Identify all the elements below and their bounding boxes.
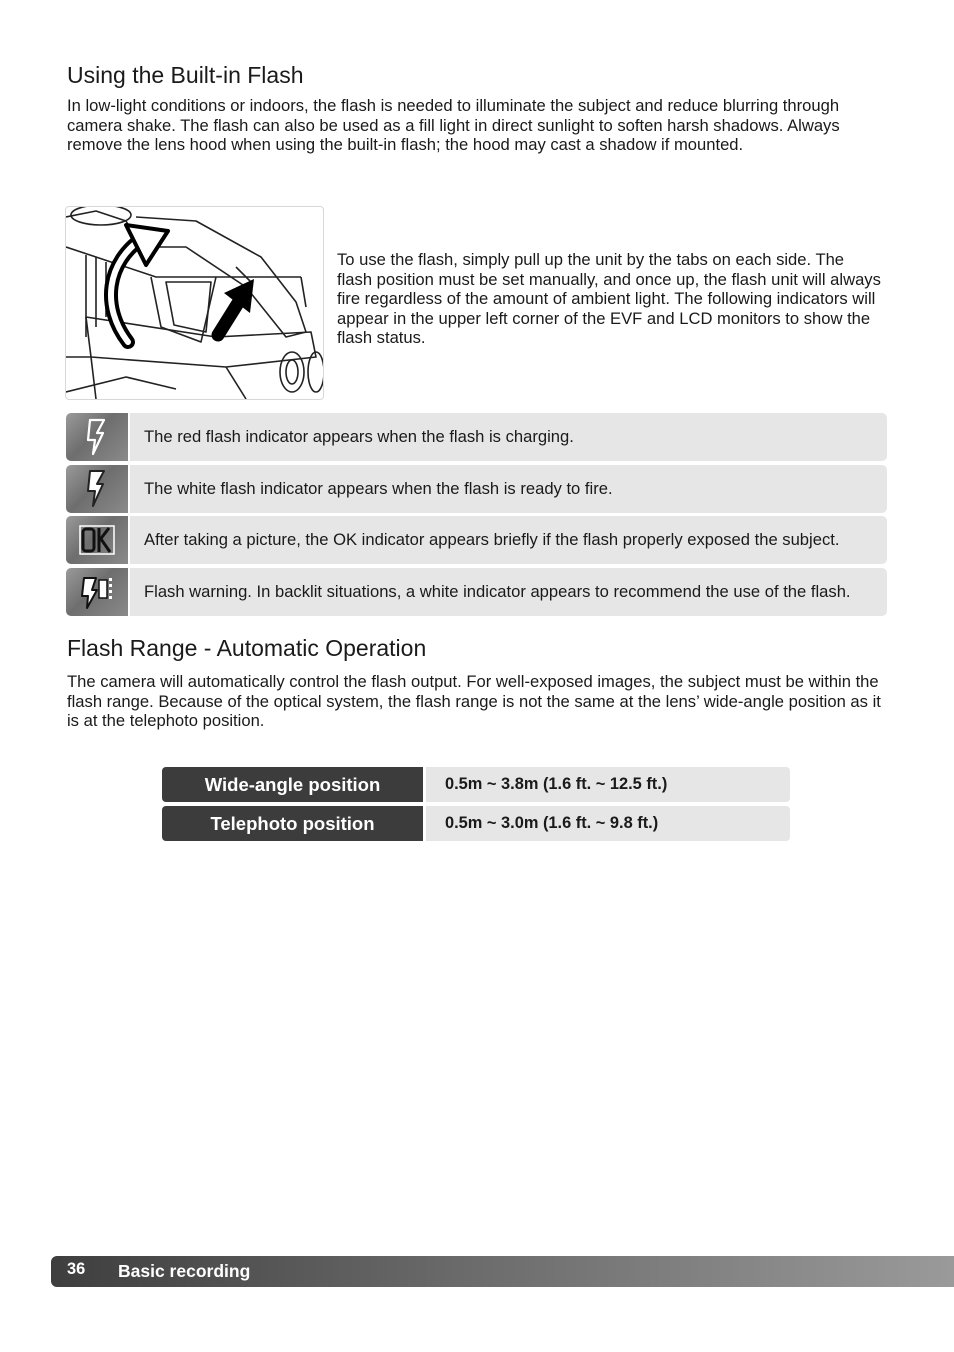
page-footer bbox=[51, 1256, 954, 1287]
flash-illustration bbox=[65, 206, 324, 400]
indicator-row-ok bbox=[66, 516, 887, 564]
indicator-row-red-flash bbox=[66, 413, 887, 461]
range-label-tele: Telephoto position bbox=[162, 806, 423, 841]
ok-icon bbox=[66, 516, 128, 564]
built-in-flash-intro: In low-light conditions or indoors, the flash is needed to illuminate the subject and reduce blurring through camera shake. The flash can also be used as a fill light in direct sunlight to soften harsh shadows. Always remove the lens hood when using the built-in flash; the hood may cast a shadow if mounted. bbox=[67, 96, 840, 155]
indicator-row-white-flash bbox=[66, 465, 887, 513]
indicator-text: Flash warning. In backlit situations, a white indicator appears to recommend the use of the flash. bbox=[130, 568, 887, 616]
range-value-tele: 0.5m ~ 3.0m (1.6 ft. ~ 9.8 ft.) bbox=[426, 806, 790, 841]
section-title-flash-range: Flash Range - Automatic Operation bbox=[67, 635, 427, 661]
footer-section-name: Basic recording bbox=[118, 1261, 251, 1281]
page-number: 36 bbox=[67, 1260, 86, 1278]
range-value-wide: 0.5m ~ 3.8m (1.6 ft. ~ 12.5 ft.) bbox=[426, 767, 790, 802]
indicator-text: The white flash indicator appears when the flash is ready to fire. bbox=[130, 465, 887, 513]
indicator-text: After taking a picture, the OK indicator appears briefly if the flash properly exposed the subject. bbox=[130, 516, 887, 564]
flash-range-intro: The camera will automatically control the flash output. For well-exposed images, the subject must be within the flash range. Because of the optical system, the flash range is not the same at the lens’ wide-angle position as it is at the telephoto position. bbox=[67, 672, 881, 731]
camera-flash-popup-icon bbox=[66, 207, 323, 399]
red-flash-icon bbox=[66, 413, 128, 461]
white-flash-icon bbox=[66, 465, 128, 513]
indicator-text: The red flash indicator appears when the flash is charging. bbox=[130, 413, 887, 461]
section-title-built-in-flash: Using the Built-in Flash bbox=[67, 62, 304, 88]
flash-usage-text: To use the flash, simply pull up the unit by the tabs on each side. The flash position must be set manually, and once up, the flash unit will always fire regardless of the amount of ambient light. The following indicators will appear in the upper left corner of the EVF and LCD monitors to show the flash status. bbox=[337, 250, 881, 348]
indicator-row-flash-warning bbox=[66, 568, 887, 616]
range-label-wide: Wide-angle position bbox=[162, 767, 423, 802]
flash-warning-icon bbox=[66, 568, 128, 616]
